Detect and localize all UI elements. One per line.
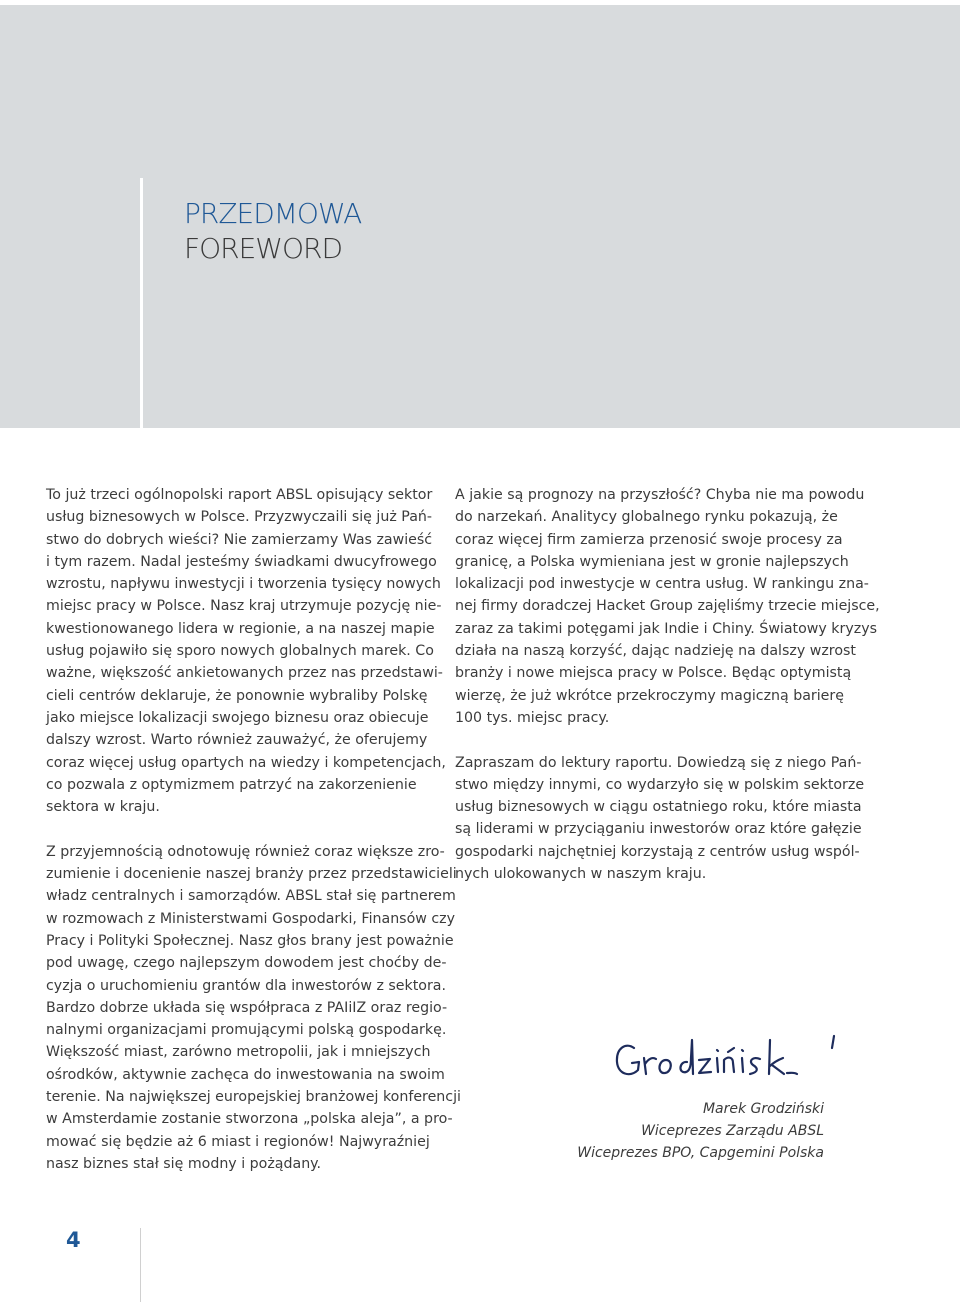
text-line: Większość miast, zarówno metropolii, jak i mniejszych: [46, 1044, 431, 1061]
paragraph-2: [46, 841, 461, 1175]
text-line: usług pojawiło się sporo nowych globalnych marek. Co: [46, 643, 434, 660]
page-number: 4: [66, 1228, 81, 1252]
text-line: nalnymi organizacjami promującymi polską gospodarkę.: [46, 1022, 447, 1039]
text-line: zaraz za takimi potęgami jak Indie i Chiny. Światowy kryzys: [455, 620, 877, 637]
text-line: Z przyjemnością odnotowuję również coraz większe zro-: [46, 843, 445, 860]
text-line: gospodarki najchętniej korzystają z centrów usług wspól-: [455, 843, 860, 860]
title-polish: PRZEDMOWA: [184, 197, 362, 230]
text-line: branży i nowe miejsca pracy w Polsce. Będąc optymistą: [455, 665, 852, 682]
text-line: do narzekań. Analitycy globalnego rynku pokazują, że: [455, 509, 838, 526]
text-line: ważne, większość ankietowanych przez nas przedstawi-: [46, 665, 443, 682]
paragraph-1: [46, 484, 446, 818]
text-line: To już trzeci ogólnopolski raport ABSL opisujący sektor: [46, 487, 433, 503]
text-line: Zapraszam do lektury raportu. Dowiedzą się z niego Pań-: [455, 754, 862, 771]
text-line: nej firmy doradczej Hacket Group zajęliśmy trzecie miejsce,: [455, 598, 880, 615]
left-column: [46, 484, 461, 1175]
text-line: ośrodków, aktywnie zachęca do inwestowania na swoim: [46, 1066, 445, 1083]
text-line: stwo między innymi, co wydarzyło się w polskim sektorze: [455, 776, 865, 793]
text-line: nasz biznes stał się modny i pożądany.: [46, 1155, 322, 1172]
text-line: działa na naszą korzyść, dając nadzieję na dalszy wzrost: [455, 643, 856, 660]
text-line: wierzę, że już wkrótce przekroczymy magiczną barierę: [455, 687, 844, 704]
text-line: w Amsterdamie zostanie stworzona „polska aleja”, a pro-: [46, 1111, 453, 1128]
header-band: [0, 5, 960, 428]
paragraph-3: [455, 484, 880, 729]
text-line: Bardzo dobrze układa się współpraca z PAIiIZ oraz regio-: [46, 999, 448, 1016]
text-line: i tym razem. Nadal jesteśmy świadkami dwucyfrowego: [46, 553, 437, 570]
text-line: co pozwala z optymizmem patrzyć na zakorzenienie: [46, 776, 417, 793]
text-line: usług biznesowych w Polsce. Przyzwyczaili się już Pań-: [46, 509, 433, 526]
text-line: granicę, a Polska wymieniana jest w gronie najlepszych: [455, 553, 849, 570]
text-line: w rozmowach z Ministerstwami Gospodarki, Finansów czy: [46, 910, 456, 927]
text-line: lokalizacji pod inwestycje w centra usług. W rankingu zna-: [455, 576, 869, 593]
right-column: [455, 484, 880, 885]
text-line: A jakie są prognozy na przyszłość? Chyba nie ma powodu: [455, 487, 865, 503]
footer-divider: [140, 1228, 141, 1302]
text-line: sektora w kraju.: [46, 799, 160, 816]
text-line: coraz więcej firm zamierza przenosić swoje procesy za: [455, 531, 843, 548]
handwritten-signature: [612, 1028, 842, 1088]
text-line: Pracy i Polityki Społecznej. Nasz głos brany jest poważnie: [46, 932, 454, 949]
text-line: kwestionowanego lidera w regionie, a na naszej mapie: [46, 620, 435, 637]
paragraph-gap: [455, 729, 827, 751]
text-line: 100 tys. miejsc pracy.: [455, 709, 610, 726]
text-line: są liderami w przyciąganiu inwestorów oraz które gałęzie: [455, 821, 862, 838]
signature-block: [560, 1098, 824, 1164]
text-line: jako miejsce lokalizacji swojego biznesu oraz obiecuje: [46, 709, 429, 726]
text-line: usług biznesowych w ciągu ostatniego roku, które miasta: [455, 799, 862, 816]
paragraph-gap: [46, 818, 424, 840]
title-english: FOREWORD: [184, 232, 343, 265]
text-line: wzrostu, napływu inwestycji i tworzenia tysięcy nowych: [46, 576, 441, 593]
text-line: mować się będzie aż 6 miast i regionów! Najwyraźniej: [46, 1133, 430, 1150]
text-line: pod uwagę, czego najlepszym dowodem jest choćby de-: [46, 955, 447, 972]
header-accent-line: [140, 178, 143, 428]
text-line: cieli centrów deklaruje, że ponownie wybraliby Polskę: [46, 687, 428, 704]
paragraph-4: [455, 752, 865, 886]
text-line: dalszy wzrost. Warto również zauważyć, że oferujemy: [46, 732, 428, 749]
text-line: miejsc pracy w Polsce. Nasz kraj utrzymuje pozycję nie-: [46, 598, 442, 615]
text-line: władz centralnych i samorządów. ABSL stał się partnerem: [46, 888, 456, 905]
text-line: cyzja o uruchomieniu grantów dla inwestorów z sektora.: [46, 977, 447, 994]
page-title: [184, 196, 361, 266]
signer-role-absl: Wiceprezes Zarządu ABSL: [641, 1123, 824, 1139]
text-line: stwo do dobrych wieści? Nie zamierzamy Was zawieść: [46, 531, 433, 548]
text-line: nych ulokowanych w naszym kraju.: [455, 866, 707, 883]
signer-name: Marek Grodziński: [702, 1101, 824, 1117]
signer-role-capgemini: Wiceprezes BPO, Capgemini Polska: [577, 1145, 824, 1161]
text-line: terenie. Na największej europejskiej branżowej konferencji: [46, 1089, 461, 1106]
text-line: zumienie i docenienie naszej branży przez przedstawicieli: [46, 866, 457, 883]
text-line: coraz więcej usług opartych na wiedzy i kompetencjach,: [46, 754, 446, 771]
